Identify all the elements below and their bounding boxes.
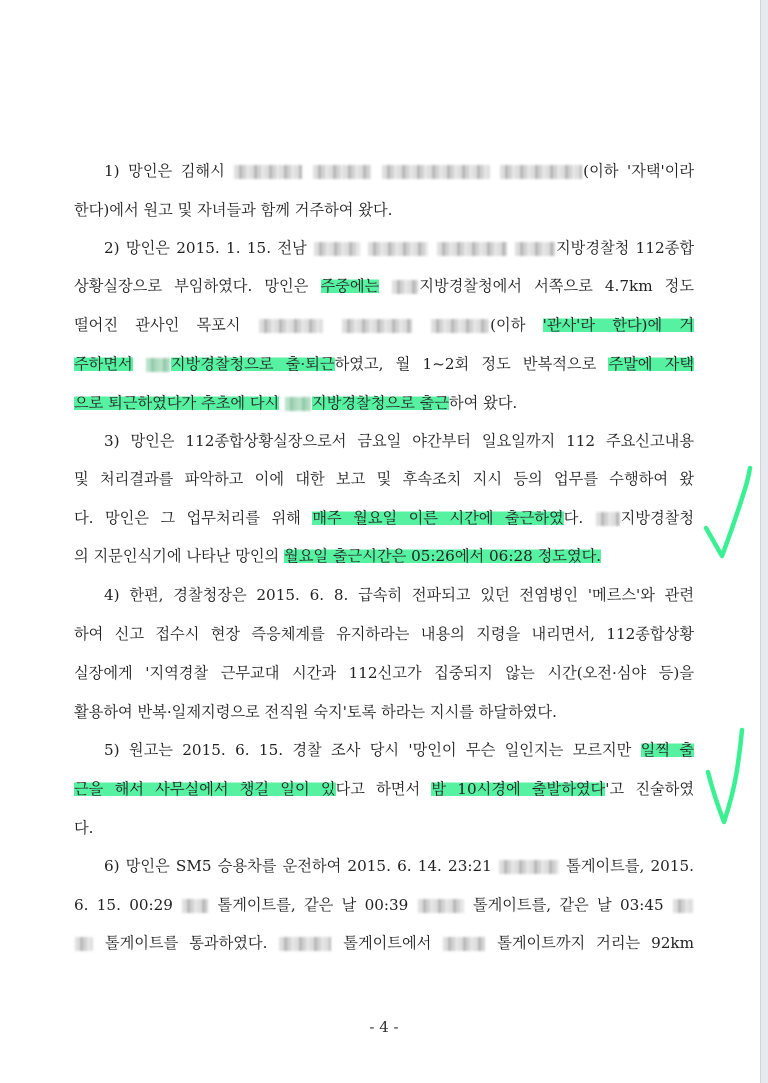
redacted-block [437,242,507,256]
redacted-block [182,899,208,913]
paragraph-4-line-3: 실장에게 '지역경찰 근무교대 시간과 112신고가 집중되지 않는 시간(오전·심야 등)을 [74,664,694,682]
redacted-block [673,899,693,913]
check-mark-icon [702,726,758,830]
redacted-block [515,242,555,256]
redacted-block [596,512,620,526]
scrollbar-track[interactable] [760,0,768,1083]
text-run: 지방경찰청 [620,509,694,527]
paragraph-2-line-2 [74,273,694,299]
text-run: 하였고, 월 1~2회 정도 반복적으로 [334,355,597,373]
text-run: 다. 망인은 그 업무처리를 위해 [74,509,301,527]
text-run: 톨게이트에서 [343,934,432,952]
paragraph-5-line-3: 다. [74,819,94,837]
paragraph-6-line-1 [74,853,694,879]
text-run: 톨게이트를 통과하였다. [104,934,268,952]
paragraph-2-line-3 [74,312,694,338]
paragraph-6-line-3 [74,930,694,956]
redacted-block [314,242,360,256]
text-run: 지방경찰청 112종합 [556,239,695,257]
text-run: 톨게이트를, 같은 날 03:45 [472,896,664,914]
text-run: 지방경찰청에서 서쪽으로 4.7km 정도 [419,277,695,295]
paragraph-3-line-4 [74,543,694,569]
redacted-block [259,319,323,333]
paragraph-1-line-2: 한다)에서 원고 및 자녀들과 함께 거주하여 왔다. [74,201,393,219]
paragraph-2-line-1 [74,235,694,261]
highlight-mark: 월요일 출근시간은 05:26에서 06:28 정도였다. [284,547,602,565]
paragraph-4-line-1: 4) 한편, 경찰청장은 2015. 6. 8. 급속히 전파되고 있던 전염병인 '메르스'와 관련 [104,586,694,604]
paragraph-4-line-4: 활용하여 반복·일제지령으로 전직원 숙지'토록 하라는 지시를 하달하였다. [74,703,557,721]
paragraph-3-line-2: 및 처리결과를 파악하고 이에 대한 보고 및 후속조치 지시 등의 업무를 수행하여 왔 [74,470,694,488]
text-run: 하여 왔다. [448,394,518,412]
redacted-block [382,165,490,179]
text-run: 상황실장으로 부임하였다. 망인은 [74,277,309,295]
highlight-mark: 지방경찰청으로 출근 [312,394,449,412]
text-run: 6. 15. 00:29 [74,896,173,914]
paragraph-5-line-2 [74,776,694,802]
text-run: 6) 망인은 SM5 승용차를 운전하여 2015. 6. 14. 23:21 [104,857,492,875]
highlight-mark: 일찍 출 [640,741,695,759]
redacted-block [285,397,311,411]
paragraph-3-line-1: 3) 망인은 112종합상황실장으로서 금요일 야간부터 일요일까지 112 주요신고내용 [104,432,694,450]
paragraph-5-line-1 [74,737,694,763]
redacted-block [279,937,331,951]
text-run: (이하 '자택'이라 [583,162,695,180]
text-run: 5) 원고는 2015. 6. 15. 경찰 조사 당시 '망인이 무슨 일인지는 모르지만 [104,741,632,759]
highlight-mark: 주중에는 [320,277,380,295]
redacted-block [499,860,559,874]
text-run: (이하 [490,316,526,334]
text-run: 떨어진 관사인 목포시 [74,316,241,334]
check-mark-icon [700,462,756,562]
paragraph-2-line-5 [74,390,694,416]
text-run: 톨게이트까지 거리는 92km [497,934,695,952]
redacted-block [313,165,371,179]
page-number: - 4 - [369,1018,399,1036]
redacted-block [75,937,93,951]
redacted-block [392,280,418,294]
redacted-block [146,358,170,372]
paragraph-1-line-1 [74,158,694,184]
highlight-mark: 으로 퇴근하였다가 추초에 다시 [74,394,280,412]
redacted-block [418,899,464,913]
highlight-mark: 주하면서 [74,355,133,373]
paragraph-2-line-4 [74,351,694,377]
redacted-block [368,242,428,256]
redacted-block [443,937,485,951]
paragraph-3-line-3 [74,505,694,531]
highlight-mark: 매주 월요일 이른 시간에 출근하였 [312,509,564,527]
text-run: 톨게이트를, 2015. [566,857,695,875]
text-run: 다. [563,509,584,527]
text-run: 다고 하면서 [335,780,421,798]
text-run: 톨게이트를, 같은 날 00:39 [217,896,409,914]
redacted-block [342,319,412,333]
highlight-mark: 주말에 자택 [608,355,695,373]
highlight-mark: 지방경찰청으로 출·퇴근 [170,355,335,373]
paragraph-6-line-2 [74,892,694,918]
text-run: 1) 망인은 김해시 [104,162,225,180]
text-run: 의 지문인식기에 나타난 망인의 [74,547,280,565]
redacted-block [234,165,302,179]
text-run: '고 진술하였 [605,780,694,798]
redacted-block [500,165,582,179]
text-run: 2) 망인은 2015. 1. 15. 전남 [104,239,307,257]
paragraph-4-line-2: 하여 신고 접수시 현장 즉응체계를 유지하라는 내용의 지령을 내리면서, 112종합상황 [74,625,694,643]
redacted-block [431,319,489,333]
highlight-mark: '관사'라 한다)에 거 [542,316,695,334]
highlight-mark: 밤 10시경에 출발하였다 [431,780,606,798]
highlight-mark: 근을 해서 사무실에서 챙길 일이 있 [74,780,336,798]
